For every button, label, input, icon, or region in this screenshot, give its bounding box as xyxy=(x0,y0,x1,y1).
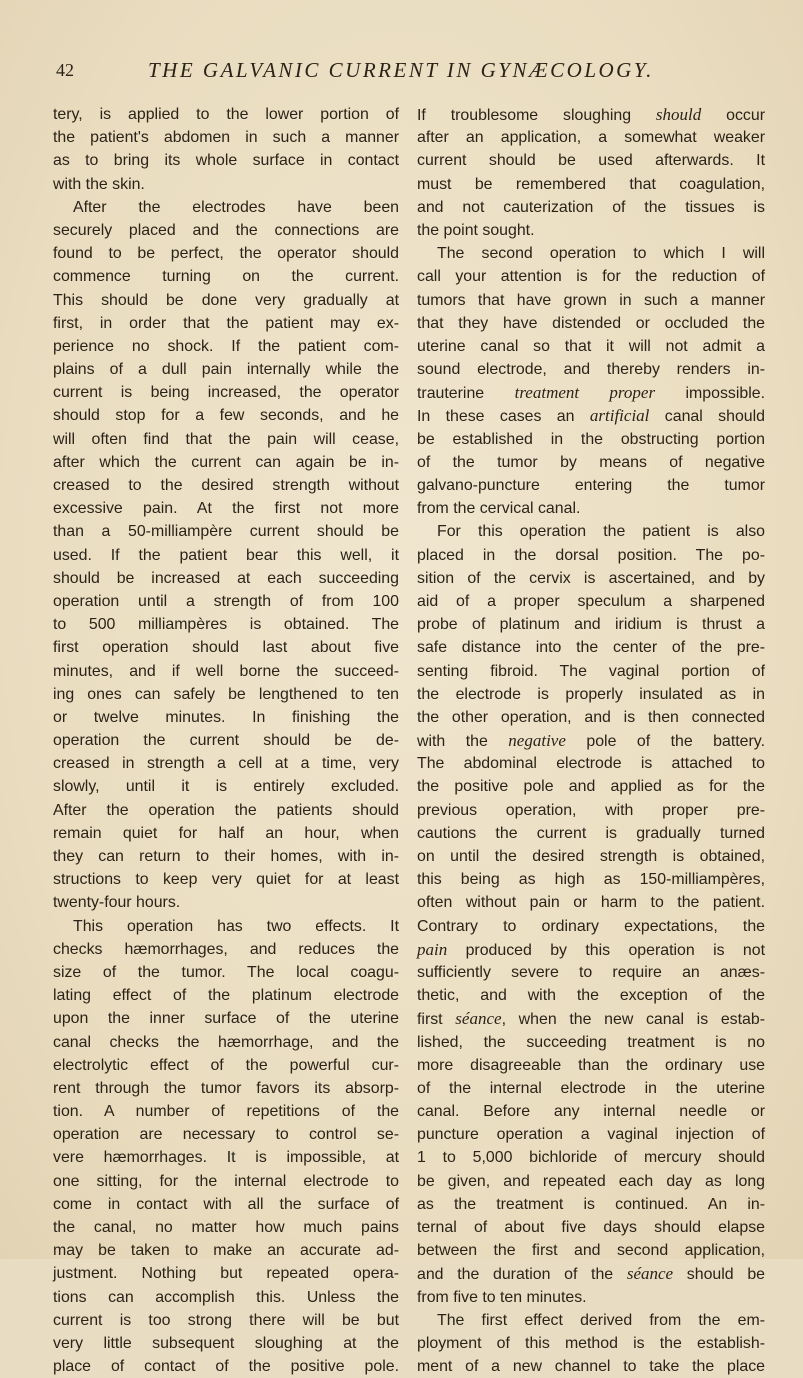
text-line: placed in the dorsal position. The po- xyxy=(417,546,765,564)
text-line: tumors that have grown in such a manner xyxy=(417,291,765,309)
text-line: trauterine treatment proper impossible. xyxy=(417,383,766,403)
text-line: pain produced by this operation is not xyxy=(417,939,765,959)
text-line: structions to keep very quiet for at least xyxy=(53,871,399,889)
text-line: place of contact of the positive pole. xyxy=(53,1358,399,1376)
text-line: lished, the succeeding treatment is no xyxy=(417,1033,765,1051)
text-line: uterine canal so that it will not admit a xyxy=(417,337,765,355)
text-line: operation the current should be de- xyxy=(53,732,399,750)
italic-emphasis: artificial xyxy=(589,406,650,426)
text-line: with the negative pole of the battery. xyxy=(417,731,765,751)
text-line: often without pain or harm to the patient. xyxy=(417,894,765,912)
text-line: probe of platinum and iridium is thrust a xyxy=(417,616,765,634)
text-line: first operation should last about five xyxy=(53,639,399,657)
text-line: This should be done very gradually at xyxy=(53,291,399,309)
text-line: and the duration of the séance should be xyxy=(417,1264,765,1284)
text-line: For this operation the patient is also xyxy=(437,523,765,541)
text-line: ment of a new channel to take the place xyxy=(417,1358,765,1376)
running-head: THE GALVANIC CURRENT IN GYNÆCOLOGY. xyxy=(148,58,654,82)
text-line: to 500 milliampères is obtained. The xyxy=(53,616,399,634)
text-line: upon the inner surface of the uterine xyxy=(53,1010,399,1028)
text-line: tery, is applied to the lower portion of xyxy=(53,106,399,123)
text-line: remain quiet for half an hour, when xyxy=(53,824,399,842)
text-line: of the internal electrode in the uterine xyxy=(417,1079,765,1097)
text-line: that they have distended or occluded the xyxy=(417,314,765,332)
text-line: operation until a strength of from 100 xyxy=(53,592,399,610)
text-line: may be taken to make an accurate ad- xyxy=(53,1242,399,1260)
italic-emphasis: treatment proper xyxy=(514,383,656,403)
text-line: very little subsequent sloughing at the xyxy=(53,1334,399,1352)
text-line: be established in the obstructing portion xyxy=(417,430,765,448)
text-line: used. If the patient bear this well, it xyxy=(53,546,399,564)
text-line: of the tumor by means of negative xyxy=(417,453,765,471)
text-line: ployment of this method is the establish- xyxy=(417,1334,765,1352)
text-line: this being as high as 150-milliampères, xyxy=(417,871,765,889)
right-text-column xyxy=(417,103,765,1378)
text-line: first séance, when the new canal is estab- xyxy=(417,1009,765,1029)
text-line: aid of a proper speculum a sharpened xyxy=(417,592,765,610)
text-line: from the cervical canal. xyxy=(417,500,581,518)
text-line: ternal of about five days should elapse xyxy=(417,1219,765,1236)
text-line: current is being increased, the operator xyxy=(53,384,399,402)
italic-emphasis: séance xyxy=(455,1009,502,1029)
text-line: current should be used afterwards. It xyxy=(417,152,765,170)
text-line: after which the current can again be in- xyxy=(53,453,399,471)
text-line: the patient's abdomen in such a manner xyxy=(53,129,399,147)
text-line: call your attention is for the reduction of xyxy=(417,268,765,286)
text-line: previous operation, with proper pre- xyxy=(417,801,765,819)
text-line: tion. A number of repetitions of the xyxy=(53,1103,399,1121)
page-header xyxy=(56,56,756,84)
text-line: cautions the current is gradually turned xyxy=(417,824,765,842)
text-line: between the first and second application, xyxy=(417,1242,765,1260)
text-line: canal checks the hæmorrhage, and the xyxy=(53,1033,399,1051)
text-line: safe distance into the center of the pre- xyxy=(417,639,765,657)
text-line: sition of the cervix is ascertained, and by xyxy=(417,569,765,587)
text-line: twenty-four hours. xyxy=(53,894,181,912)
text-line: In these cases an artificial canal should xyxy=(417,406,765,426)
text-line: slowly, until it is entirely excluded. xyxy=(53,778,399,796)
text-line: or twelve minutes. In finishing the xyxy=(53,708,399,726)
left-text-column xyxy=(53,103,399,1378)
italic-emphasis: pain xyxy=(417,939,448,959)
text-line: size of the tumor. The local coagu- xyxy=(53,963,399,981)
text-line: found to be perfect, the operator should xyxy=(53,245,399,263)
text-line: minutes, and if well borne the succeed- xyxy=(53,662,399,680)
text-line: senting fibroid. The vaginal portion of xyxy=(417,662,765,680)
italic-emphasis: séance xyxy=(626,1264,674,1284)
text-line: sound electrode, and thereby renders in- xyxy=(417,361,765,379)
text-line: should be increased at each succeeding xyxy=(53,569,399,587)
text-line: come in contact with all the surface of xyxy=(53,1195,399,1213)
text-line: the canal, no matter how much pains xyxy=(53,1219,399,1236)
text-line: canal. Before any internal needle or xyxy=(417,1103,765,1121)
text-line: creased to the desired strength without xyxy=(53,477,399,494)
text-line: one sitting, for the internal electrode to xyxy=(53,1172,399,1190)
text-line: tions can accomplish this. Unless the xyxy=(53,1288,399,1306)
text-line: as the treatment is continued. An in- xyxy=(417,1195,765,1213)
text-line: after an application, a somewhat weaker xyxy=(417,129,765,147)
text-line: perience no shock. If the patient com- xyxy=(53,337,399,355)
text-line: the other operation, and is then connected xyxy=(417,708,765,726)
text-line: Contrary to ordinary expectations, the xyxy=(417,917,765,935)
text-line: be given, and repeated each day as long xyxy=(417,1172,765,1190)
text-line: and not cauterization of the tissues is xyxy=(417,198,765,216)
text-line: creased in strength a cell at a time, very xyxy=(53,755,399,773)
italic-emphasis: negative xyxy=(508,731,566,751)
text-line: current is too strong there will be but xyxy=(53,1311,399,1329)
text-line: sufficiently severe to require an anæs- xyxy=(417,963,765,981)
text-line: as to bring its whole surface in contact xyxy=(53,152,399,170)
text-line: commence turning on the current. xyxy=(53,268,399,286)
text-line: more disagreeable than the ordinary use xyxy=(417,1056,765,1074)
text-line: ing ones can safely be lengthened to ten xyxy=(53,685,399,703)
text-line: galvano-puncture entering the tumor xyxy=(417,477,765,494)
text-line: from five to ten minutes. xyxy=(417,1288,587,1306)
text-line: plains of a dull pain internally while the xyxy=(53,361,399,379)
text-line: If troublesome sloughing should occur xyxy=(417,105,765,124)
text-line: they can return to their homes, with in- xyxy=(53,848,399,865)
text-line: thetic, and with the exception of the xyxy=(417,987,765,1005)
text-line: The first effect derived from the em- xyxy=(437,1311,765,1329)
text-line: operation are necessary to control se- xyxy=(53,1126,399,1144)
text-line: The second operation to which I will xyxy=(437,245,765,263)
text-line: the point sought. xyxy=(417,221,535,239)
text-line: excessive pain. At the first not more xyxy=(53,500,399,518)
italic-emphasis: should xyxy=(655,105,702,124)
page-number: 42 xyxy=(56,60,74,80)
text-line: will often find that the pain will cease, xyxy=(53,430,399,448)
text-line: vere hæmorrhages. It is impossible, at xyxy=(53,1149,399,1167)
text-line: first, in order that the patient may ex- xyxy=(53,314,399,332)
text-line: puncture operation a vaginal injection of xyxy=(417,1126,765,1144)
text-line: After the operation the patients should xyxy=(53,801,399,819)
text-line: electrolytic effect of the powerful cur- xyxy=(53,1056,399,1074)
text-line: rent through the tumor favors its absorp- xyxy=(53,1079,399,1097)
text-line: than a 50-milliampère current should be xyxy=(53,523,399,541)
text-line: must be remembered that coagulation, xyxy=(417,175,765,193)
text-line: securely placed and the connections are xyxy=(53,221,399,239)
text-line: After the electrodes have been xyxy=(73,198,399,216)
text-line: on until the desired strength is obtained, xyxy=(417,848,765,865)
text-line: 1 to 5,000 bichloride of mercury should xyxy=(417,1149,765,1167)
text-line: the positive pole and applied as for the xyxy=(417,778,765,796)
text-line: This operation has two effects. It xyxy=(73,917,399,935)
text-line: lating effect of the platinum electrode xyxy=(53,987,399,1005)
text-line: should stop for a few seconds, and he xyxy=(53,407,399,425)
text-line: the electrode is properly insulated as in xyxy=(417,685,765,703)
text-line: justment. Nothing but repeated opera- xyxy=(53,1265,399,1283)
text-line: with the skin. xyxy=(53,175,145,193)
text-line: checks hæmorrhages, and reduces the xyxy=(53,940,399,958)
text-line: The abdominal electrode is attached to xyxy=(417,755,765,773)
